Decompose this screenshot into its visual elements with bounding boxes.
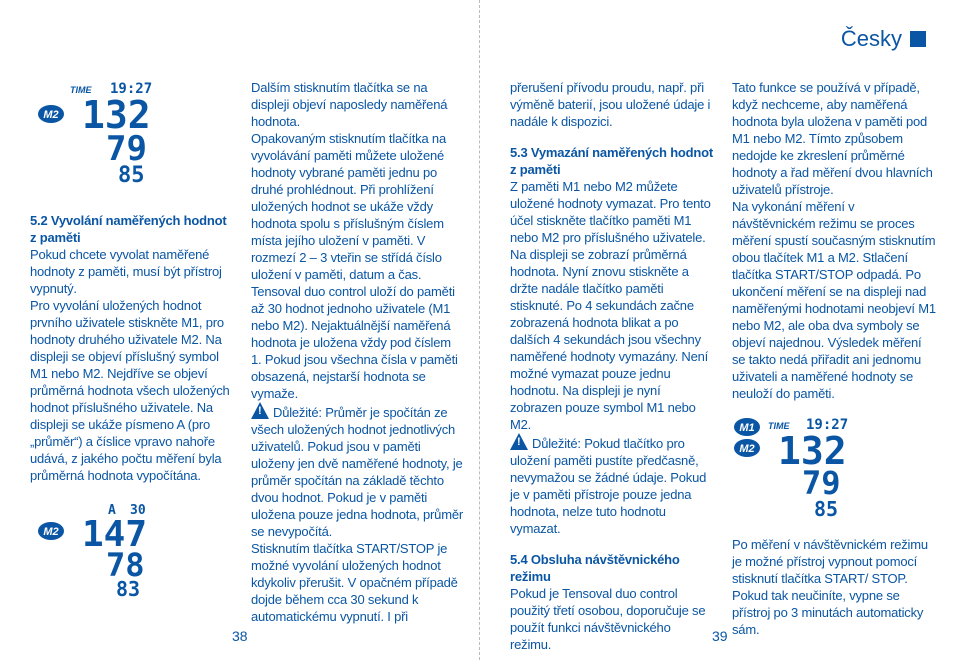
systolic-value: 132 <box>778 429 847 473</box>
paragraph: přerušení přívodu proudu, např. při výměně baterií, jsou uložené údaje i nadále k dispozici. <box>510 80 711 129</box>
warning-note: !Důležité: Průměr je spočítán ze všech uložených hodnot jednotlivých uživatelů. Pokud jsou v paměti uloženy jen dvě naměřené hodnoty, je průměr spočítán na základě těchto dvou hodnot. Pokud je v paměti uložena pouze jedna hodnota, průměr se nevypočítá. <box>251 402 463 540</box>
time-label: TIME <box>70 85 92 95</box>
paragraph: Pokud je Tensoval duo control použitý třetí osobou, doporučuje se použít funkci návštěvnického režimu. <box>510 586 706 652</box>
warning-icon <box>251 402 269 419</box>
column-4-bottom <box>732 536 937 638</box>
column-4 <box>732 79 937 402</box>
warning-note: !Důležité: Pokud tlačítko pro uložení paměti pustíte předčasně, nevymažou se žádné údaje. Pokud je v paměti přístroje pouze jedna hodnota, nelze tuto hodnotu vymazat. <box>510 433 715 537</box>
page-divider <box>479 0 480 660</box>
time-readout: 19:27 <box>110 81 153 97</box>
pulse-value: 85 <box>118 163 145 188</box>
m2-badge: M2 <box>739 443 755 455</box>
pulse-value: 85 <box>814 497 839 521</box>
m2-badge: M2 <box>43 109 59 121</box>
time-readout: 19:27 <box>806 417 849 433</box>
paragraph: Opakovaným stisknutím tlačítka na vyvolávání paměti můžete uložené hodnoty vybrané paměti jednu po druhé prohlédnout. Při prohlížení uložených hodnot se ukáže vždy hodnota spolu s příslušným číslem místa jejího uložení v paměti. V rozmezí 2 – 3 vteřin se střídá číslo uložení v paměti, datum a čas. Tensoval duo control uloží do paměti až 30 hodnot jednoho uživatele (M1 nebo M2). Nejaktuálnější naměřená hodnota je uložena vždy pod číslem 1. Pokud jsou všechna čísla v paměti obsazená, nejstarší hodnota se vymaže. <box>251 131 458 401</box>
time-label: TIME <box>768 421 790 431</box>
language-square-icon <box>910 31 926 47</box>
paragraph: Z paměti M1 nebo M2 můžete uložené hodnoty vymazat. Pro tento účel stiskněte tlačítko paměti M1 nebo M2 pro příslušného uživatele. Na displeji se zobrazí průměrná hodnota. Nyní znovu stiskněte a držte nadále tlačítko paměti stisknuté. Po 4 sekundách začne zobrazená hodnota blikat a po dalších 4 sekundách jsou všechny naměřené hodnoty vymazány. Není možné vymazat pouze jednu hodnotu. Na displeji je nyní zobrazen pouze symbol M1 nebo M2. <box>510 179 711 432</box>
paragraph: Stisknutím tlačítka START/STOP je možné vyvolání uložených hodnot kdykoliv přerušit. V opačném případě dojde během cca 30 sekund k automatickému vypnutí. I při <box>251 541 458 624</box>
section-heading-5-2: 5.2 Vyvolání naměřených hodnot z paměti <box>30 213 227 245</box>
m2-badge: M2 <box>43 526 59 538</box>
section-heading-5-3: 5.3 Vymazání naměřených hodnot z paměti <box>510 145 714 177</box>
paragraph: Na vykonání měření v návštěvnickém režimu se proces měření spustí současným stisknutím obou tlačítek M1 a M2. Stlačení tlačítka START/STOP odpadá. Po ukončení měření se na displeji nad naměřenými hodnotami neobjeví M1 nebo M2, ale oba dva symboly se objeví najednou. Výsledek měření se takto nedá přiřadit ani jednomu uživateli a naměřené hodnoty se neuloží do paměti. <box>732 199 936 401</box>
lcd-display-average <box>38 500 158 600</box>
paragraph: Tato funkce se používá v případě, když nechceme, aby naměřená hodnota byla uložena v paměti pod M1 nebo M2. Tímto způsobem nedojde ke zkreslení průměrné hodnoty a řad měření dvou hlavních uživatelů přístroje. <box>732 80 933 197</box>
lcd-display-guest-mode <box>734 412 854 522</box>
m1-badge: M1 <box>739 422 755 434</box>
paragraph: Pro vyvolání uložených hodnot prvního uživatele stiskněte M1, pro hodnoty druhého uživatele M2. Na displeji se objeví příslušný symbol M1 nebo M2. Nejdříve se objeví průměrná hodnota všech uložených hodnot příslušného uživatele. Na displeji se ukáže písmeno A (pro „průměr“) a číslice vpravo nahoře udává, z jakého počtu měření byla průměrná hodnota vypočítána. <box>30 298 230 483</box>
diastolic-value: 79 <box>106 129 147 169</box>
column-3 <box>510 79 715 653</box>
diastolic-value: 79 <box>802 464 841 502</box>
warning-icon <box>510 433 528 450</box>
paragraph: Dalším stisknutím tlačítka se na displeji objeví naposledy naměřená hodnota. <box>251 80 448 129</box>
measurement-count: 30 <box>130 503 146 518</box>
lcd-display-last-value <box>38 78 158 188</box>
systolic-value: 132 <box>82 93 151 137</box>
pulse-value: 83 <box>116 577 141 600</box>
page-number-right: 39 <box>712 628 728 644</box>
column-2 <box>251 79 463 625</box>
page-number-left: 38 <box>232 628 248 644</box>
paragraph: Po měření v návštěvnickém režimu je možné přístroj vypnout pomocí stisknutí tlačítka START/ STOP. Pokud tak neučiníte, vypne se přístroj po 3 minutách automaticky sám. <box>732 537 928 637</box>
systolic-value: 147 <box>82 514 148 555</box>
language-header: Česky <box>840 26 902 51</box>
diastolic-value: 78 <box>106 546 145 584</box>
paragraph: Pokud chcete vyvolat naměřené hodnoty z paměti, musí být přístroj vypnutý. <box>30 247 222 296</box>
average-label: A <box>108 503 116 518</box>
column-1 <box>30 212 235 484</box>
section-heading-5-4: 5.4 Obsluha návštěvnického režimu <box>510 552 680 584</box>
